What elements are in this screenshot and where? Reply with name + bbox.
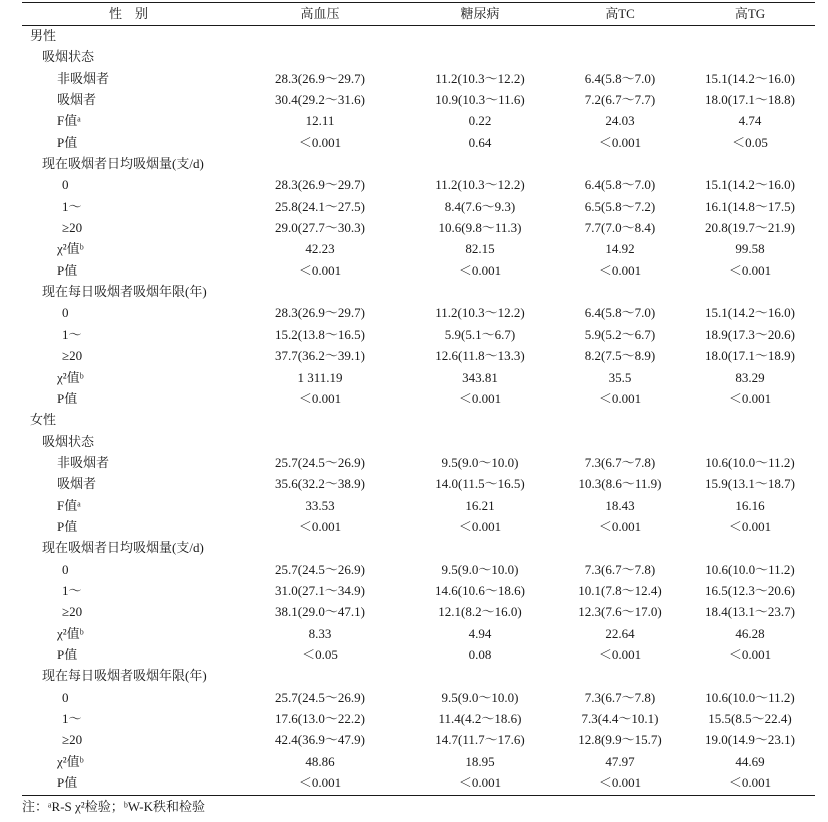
value-cell: ＜0.001 (298, 518, 342, 534)
value-cell: ＜0.001 (458, 518, 502, 534)
value-cell: 0.64 (468, 134, 492, 150)
empty-cell (685, 153, 815, 174)
value-cell: 18.0(17.1～18.9) (705, 348, 795, 364)
value-cell: 4.74 (738, 113, 762, 129)
value-cell: 10.3(8.6～11.9) (578, 476, 662, 492)
stat-row (22, 495, 815, 516)
value-cell: 18.9(17.3～20.6) (705, 326, 795, 342)
value-cell: 6.4(5.8～7.0) (584, 177, 656, 193)
empty-cell (685, 537, 815, 558)
header-hypertension: 高血压 (300, 6, 340, 21)
row-label: P值 (57, 390, 78, 406)
value-cell: 17.6(13.0～22.2) (275, 711, 365, 726)
row-label: F值ᵃ (57, 113, 81, 129)
value-cell: 7.3(4.4～10.1) (581, 711, 659, 726)
empty-cell (405, 665, 555, 686)
value-cell: 6.4(5.8～7.0) (584, 70, 656, 86)
row-label: P值 (57, 262, 78, 278)
value-cell: 14.7(11.7～17.6) (435, 732, 525, 748)
value-cell: 9.5(9.0～10.0) (441, 454, 519, 470)
value-cell: ＜0.001 (458, 390, 502, 406)
header-row (22, 3, 815, 25)
row-label: ≥20 (62, 604, 83, 620)
value-cell: ＜0.001 (728, 262, 772, 278)
value-cell: 11.2(10.3～12.2) (435, 305, 525, 321)
row-label: P值 (57, 518, 78, 534)
value-cell: ＜0.05 (732, 134, 768, 150)
value-cell: 18.43 (605, 497, 635, 513)
group-label: 男性 (30, 28, 57, 43)
empty-cell (555, 25, 685, 46)
value-cell: 42.23 (305, 241, 335, 257)
value-cell: 0.08 (468, 646, 492, 662)
value-cell: 42.4(36.9～47.9) (275, 732, 365, 748)
value-cell: 15.1(14.2～16.0) (705, 70, 795, 86)
value-cell: 6.5(5.8～7.2) (584, 198, 656, 214)
value-cell: 83.29 (735, 369, 765, 385)
empty-cell (555, 537, 685, 558)
value-cell: 30.4(29.2～31.6) (275, 92, 365, 108)
value-cell: 1 311.19 (297, 369, 343, 385)
table-row (22, 302, 815, 323)
value-cell: 14.6(10.6～18.6) (435, 582, 525, 598)
row-label: 1～ (62, 198, 82, 214)
table-row (22, 559, 815, 580)
row-label: 1～ (62, 582, 82, 598)
value-cell: 16.5(12.3～20.6) (705, 582, 795, 598)
value-cell: 35.5 (608, 369, 632, 385)
table-row (22, 174, 815, 195)
row-label: 0 (62, 305, 69, 321)
empty-cell (685, 46, 815, 67)
row-label: 吸烟者 (57, 476, 97, 492)
row-label: 非吸烟者 (57, 70, 110, 86)
value-cell: ＜0.001 (458, 775, 502, 791)
empty-cell (235, 431, 405, 452)
value-cell: 35.6(32.2～38.9) (275, 476, 365, 492)
value-cell: 46.28 (735, 625, 765, 641)
row-label: F值ᵃ (57, 497, 81, 513)
value-cell: ＜0.001 (728, 390, 772, 406)
value-cell: 9.5(9.0～10.0) (441, 689, 519, 705)
value-cell: 14.0(11.5～16.5) (435, 476, 525, 492)
group-row (22, 46, 815, 67)
value-cell: 18.4(13.1～23.7) (705, 604, 795, 620)
group-label: 现在每日吸烟者吸烟年限(年) (42, 668, 207, 684)
value-cell: ＜0.001 (598, 518, 642, 534)
value-cell: 25.7(24.5～26.9) (275, 454, 365, 470)
table-row (22, 580, 815, 601)
group-label: 现在吸烟者日均吸烟量(支/d) (42, 540, 204, 556)
empty-cell (405, 281, 555, 302)
row-label: ≥20 (62, 220, 83, 236)
table-row (22, 452, 815, 473)
value-cell: 10.6(10.0～11.2) (705, 561, 795, 577)
value-cell: 9.5(9.0～10.0) (441, 561, 519, 577)
row-label: P值 (57, 134, 78, 150)
value-cell: ＜0.001 (298, 775, 342, 791)
value-cell: 16.21 (465, 497, 495, 513)
value-cell: 16.16 (735, 497, 765, 513)
value-cell: 99.58 (735, 241, 765, 257)
value-cell: 7.3(6.7～7.8) (584, 689, 656, 705)
value-cell: 47.97 (605, 753, 635, 769)
empty-cell (685, 665, 815, 686)
stat-row (22, 260, 815, 281)
table-row (22, 687, 815, 708)
value-cell: ＜0.001 (728, 646, 772, 662)
value-cell: 10.6(9.8～11.3) (438, 220, 522, 236)
value-cell: 22.64 (605, 625, 635, 641)
value-cell: 31.0(27.1～34.9) (275, 582, 365, 598)
empty-cell (405, 25, 555, 46)
row-label: χ²值ᵇ (57, 753, 84, 769)
empty-cell (685, 25, 815, 46)
header-high-tg: 高TG (734, 6, 766, 21)
table-row (22, 89, 815, 110)
stat-row (22, 238, 815, 259)
value-cell: 343.81 (462, 369, 498, 385)
table-row (22, 729, 815, 750)
group-row (22, 153, 815, 174)
empty-cell (555, 409, 685, 430)
value-cell: 37.7(36.2～39.1) (275, 348, 365, 364)
value-cell: 24.03 (605, 113, 635, 129)
value-cell: 12.1(8.2～16.0) (438, 604, 522, 620)
value-cell: 8.2(7.5～8.9) (584, 348, 656, 364)
row-label: ≥20 (62, 348, 83, 364)
stat-row (22, 110, 815, 131)
table-row (22, 68, 815, 89)
value-cell: 12.8(9.9～15.7) (578, 732, 662, 748)
group-label: 现在每日吸烟者吸烟年限(年) (42, 284, 207, 300)
empty-cell (405, 46, 555, 67)
value-cell: 8.4(7.6～9.3) (444, 198, 516, 214)
value-cell: ＜0.001 (298, 262, 342, 278)
empty-cell (235, 665, 405, 686)
value-cell: ＜0.001 (728, 518, 772, 534)
stat-row (22, 367, 815, 388)
value-cell: ＜0.001 (298, 390, 342, 406)
value-cell: 12.6(11.8～13.3) (435, 348, 525, 364)
row-label: 0 (62, 177, 69, 193)
group-row (22, 537, 815, 558)
table-row (22, 345, 815, 366)
value-cell: 15.5(8.5～22.4) (708, 711, 792, 726)
group-label: 吸烟状态 (42, 433, 95, 449)
value-cell: 7.7(7.0～8.4) (584, 220, 656, 236)
row-label: 0 (62, 561, 69, 577)
value-cell: 28.3(26.9～29.7) (275, 177, 365, 193)
empty-cell (235, 409, 405, 430)
value-cell: 25.7(24.5～26.9) (275, 689, 365, 705)
value-cell: 4.94 (468, 625, 492, 641)
empty-cell (405, 153, 555, 174)
stat-row (22, 623, 815, 644)
group-label: 女性 (30, 412, 57, 428)
header-high-tc: 高TC (605, 6, 635, 21)
row-label: ≥20 (62, 732, 83, 748)
group-row (22, 281, 815, 302)
stat-row (22, 132, 815, 153)
empty-cell (235, 153, 405, 174)
empty-cell (235, 46, 405, 67)
value-cell: 11.2(10.3～12.2) (435, 177, 525, 193)
value-cell: 18.95 (465, 753, 495, 769)
value-cell: 15.1(14.2～16.0) (705, 177, 795, 193)
table-row (22, 708, 815, 729)
group-label: 现在吸烟者日均吸烟量(支/d) (42, 156, 204, 172)
group-label: 吸烟状态 (42, 49, 95, 65)
table-row (22, 217, 815, 238)
empty-cell (685, 431, 815, 452)
value-cell: ＜0.001 (298, 134, 342, 150)
value-cell: 10.9(10.3～11.6) (435, 92, 525, 108)
value-cell: 7.3(6.7～7.8) (584, 454, 656, 470)
row-label: 1～ (62, 326, 82, 342)
table-bottom-rule (22, 795, 815, 796)
empty-cell (235, 25, 405, 46)
row-label: χ²值ᵇ (57, 625, 84, 641)
group-row (22, 665, 815, 686)
value-cell: 44.69 (735, 753, 765, 769)
value-cell: 15.1(14.2～16.0) (705, 305, 795, 321)
table-row (22, 473, 815, 494)
stat-row (22, 388, 815, 409)
table-footnote: 注：ᵃR-S χ²检验；ᵇW-K秩和检验 (22, 799, 205, 814)
value-cell: 7.2(6.7～7.7) (584, 92, 656, 108)
value-cell: 15.2(13.8～16.5) (275, 326, 365, 342)
value-cell: ＜0.001 (598, 390, 642, 406)
value-cell: ＜0.001 (728, 775, 772, 791)
empty-cell (555, 281, 685, 302)
stat-row (22, 751, 815, 772)
value-cell: 10.6(10.0～11.2) (705, 689, 795, 705)
value-cell: 11.4(4.2～18.6) (438, 711, 522, 726)
stat-row (22, 644, 815, 665)
value-cell: 82.15 (465, 241, 495, 257)
value-cell: ＜0.001 (598, 134, 642, 150)
value-cell: 38.1(29.0～47.1) (275, 604, 365, 620)
value-cell: 5.9(5.2～6.7) (584, 326, 656, 342)
row-label: 0 (62, 689, 69, 705)
value-cell: 18.0(17.1～18.8) (705, 92, 795, 108)
value-cell: 25.8(24.1～27.5) (275, 198, 365, 214)
empty-cell (235, 537, 405, 558)
table-row (22, 196, 815, 217)
row-label: 吸烟者 (57, 92, 97, 108)
value-cell: ＜0.001 (598, 775, 642, 791)
value-cell: 7.3(6.7～7.8) (584, 561, 656, 577)
empty-cell (405, 431, 555, 452)
row-label: 1～ (62, 711, 82, 726)
value-cell: 16.1(14.8～17.5) (705, 198, 795, 214)
empty-cell (685, 281, 815, 302)
value-cell: 19.0(14.9～23.1) (705, 732, 795, 748)
row-label: 非吸烟者 (57, 454, 110, 470)
header-diabetes: 糖尿病 (460, 6, 500, 21)
value-cell: 12.11 (305, 113, 335, 129)
value-cell: ＜0.001 (458, 262, 502, 278)
row-label: P值 (57, 775, 78, 791)
statistics-table (22, 3, 815, 793)
empty-cell (235, 281, 405, 302)
value-cell: 28.3(26.9～29.7) (275, 70, 365, 86)
header-sex-label: 性 别 (108, 6, 148, 21)
value-cell: 33.53 (305, 497, 335, 513)
row-label: P值 (57, 646, 78, 662)
empty-cell (405, 409, 555, 430)
stat-row (22, 516, 815, 537)
value-cell: 10.6(10.0～11.2) (705, 454, 795, 470)
value-cell: 25.7(24.5～26.9) (275, 561, 365, 577)
group-row (22, 431, 815, 452)
value-cell: 12.3(7.6～17.0) (578, 604, 662, 620)
value-cell: 29.0(27.7～30.3) (275, 220, 365, 236)
table-row (22, 324, 815, 345)
empty-cell (555, 46, 685, 67)
empty-cell (555, 665, 685, 686)
value-cell: ＜0.001 (598, 262, 642, 278)
value-cell: 8.33 (308, 625, 332, 641)
value-cell: 14.92 (605, 241, 635, 257)
empty-cell (555, 153, 685, 174)
value-cell: 20.8(19.7～21.9) (705, 220, 795, 236)
row-label: χ²值ᵇ (57, 369, 84, 385)
row-label: χ²值ᵇ (57, 241, 84, 257)
table-header (22, 3, 815, 25)
group-row (22, 25, 815, 46)
value-cell: ＜0.05 (302, 646, 338, 662)
value-cell: 6.4(5.8～7.0) (584, 305, 656, 321)
table-body (22, 25, 815, 793)
value-cell: 5.9(5.1～6.7) (444, 326, 516, 342)
empty-cell (685, 409, 815, 430)
value-cell: 10.1(7.8～12.4) (578, 582, 662, 598)
group-row (22, 409, 815, 430)
value-cell: 28.3(26.9～29.7) (275, 305, 365, 321)
value-cell: 15.9(13.1～18.7) (705, 476, 795, 492)
value-cell: 48.86 (305, 753, 335, 769)
empty-cell (555, 431, 685, 452)
table-row (22, 601, 815, 622)
value-cell: ＜0.001 (598, 646, 642, 662)
value-cell: 11.2(10.3～12.2) (435, 70, 525, 86)
value-cell: 0.22 (468, 113, 492, 129)
stat-row (22, 772, 815, 793)
empty-cell (405, 537, 555, 558)
